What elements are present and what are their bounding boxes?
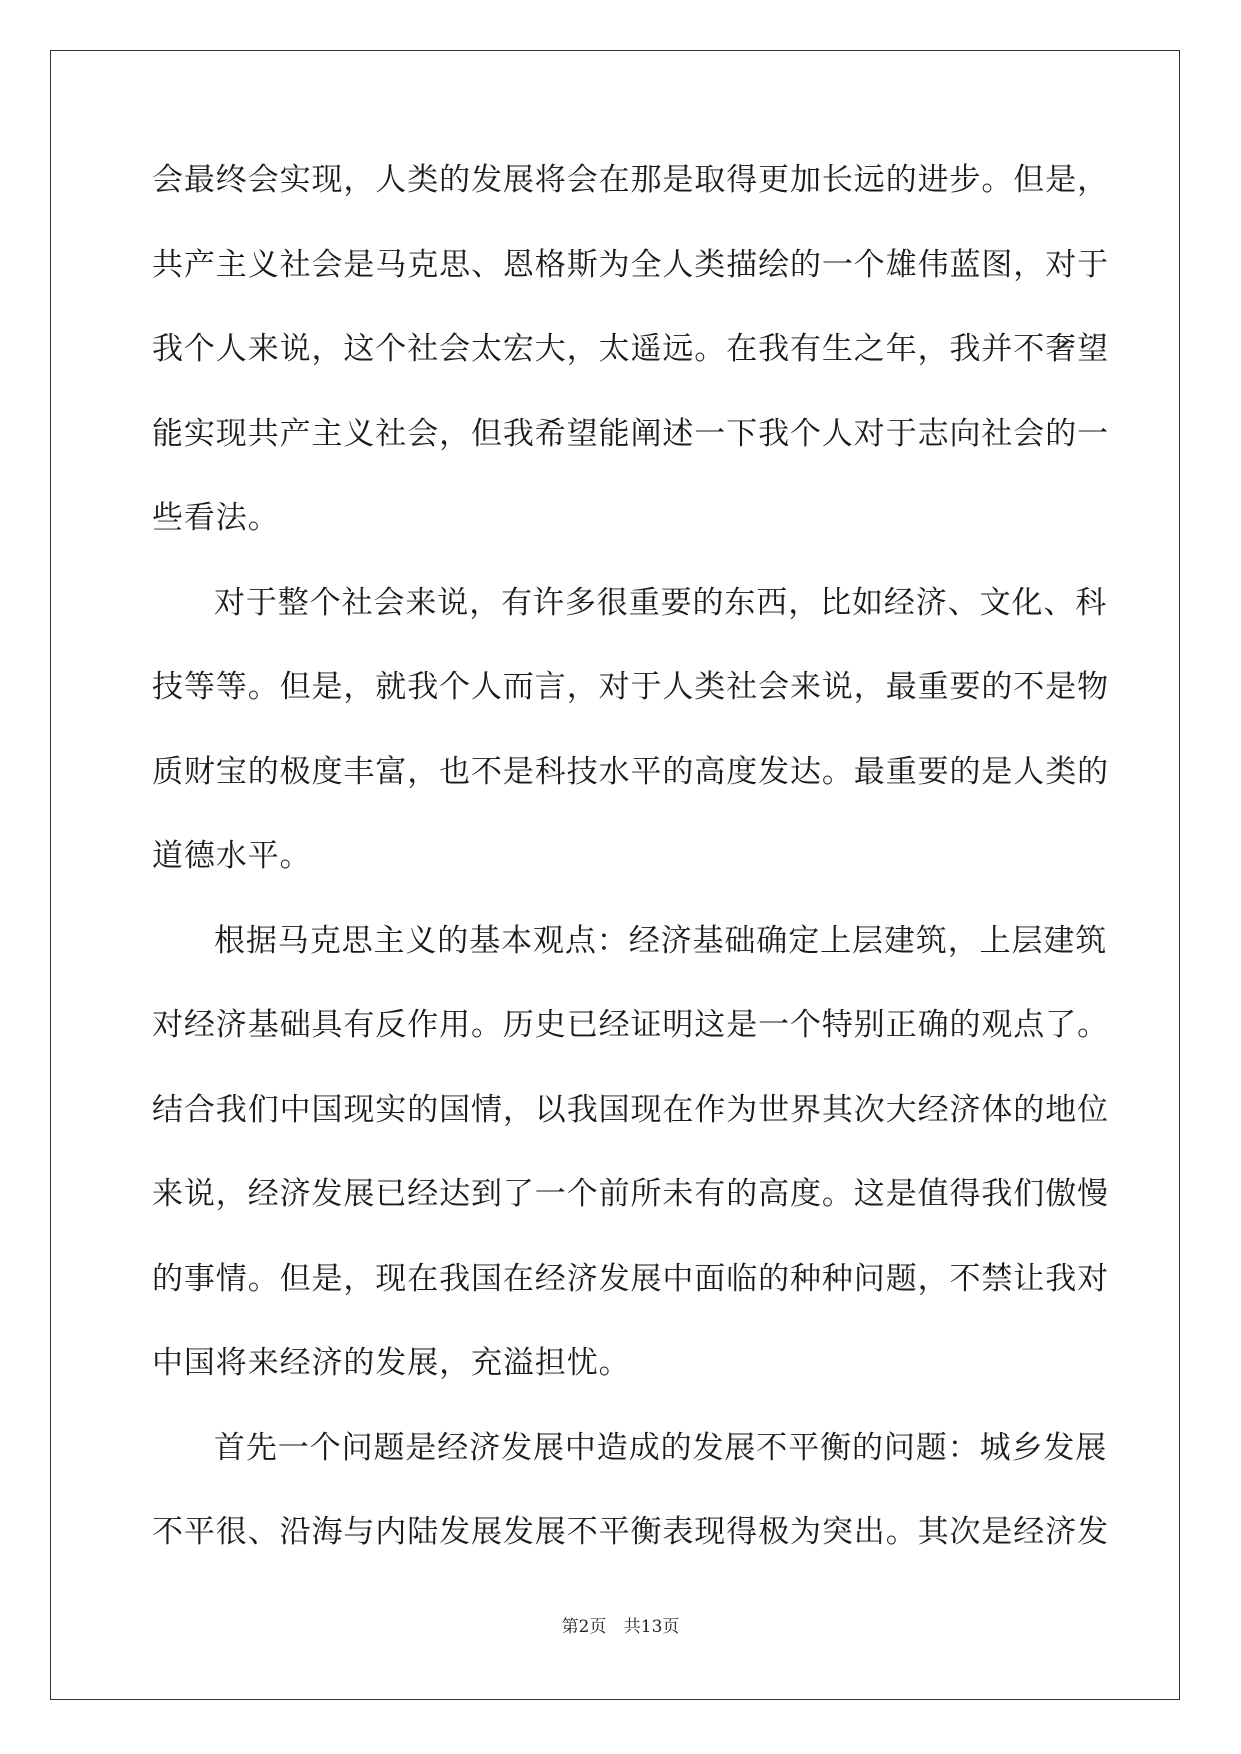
text-line: 对经济基础具有反作用。历史已经证明这是一个特别正确的观点了。 [152,1007,1109,1043]
text-line: 中国将来经济的发展，充溢担忧。 [152,1345,631,1381]
text-line: 的事情。但是，现在我国在经济发展中面临的种种问题，不禁让我对 [152,1260,1109,1297]
page-number: 第2页 [561,1617,607,1637]
text-line: 些看法。 [152,500,280,536]
text-line: 技等等。但是，就我个人而言，对于人类社会来说，最重要的不是物 [152,669,1109,705]
text-line: 来说，经济发展已经达到了一个前所未有的高度。这是值得我们傲慢 [152,1176,1109,1212]
text-line: 首先一个问题是经济发展中造成的发展不平衡的问题：城乡发展 [214,1429,1108,1466]
text-line: 结合我们中国现实的国情，以我国现在作为世界其次大经济体的地位 [152,1091,1109,1128]
page-footer [0,1612,1241,1637]
text-line: 共产主义社会是马克思、恩格斯为全人类描绘的一个雄伟蓝图，对于 [152,246,1109,283]
text-line: 根据马克思主义的基本观点：经济基础确定上层建筑，上层建筑 [214,922,1108,959]
page-total: 共13页 [623,1617,680,1637]
text-line: 会最终会实现，人类的发展将会在那是取得更加长远的进步。但是， [152,162,1109,198]
text-line: 我个人来说，这个社会太宏大，太遥远。在我有生之年，我并不奢望 [152,331,1109,367]
body-text [152,159,1109,1596]
text-line: 质财宝的极度丰富，也不是科技水平的高度发达。最重要的是人类的 [152,753,1109,790]
text-line: 不平很、沿海与内陆发展发展不平衡表现得极为突出。其次是经济发 [152,1514,1109,1550]
text-line: 道德水平。 [152,838,312,874]
text-line: 能实现共产主义社会，但我希望能阐述一下我个人对于志向社会的一 [152,415,1109,452]
text-line: 对于整个社会来说，有许多很重要的东西，比如经济、文化、科 [214,584,1108,621]
